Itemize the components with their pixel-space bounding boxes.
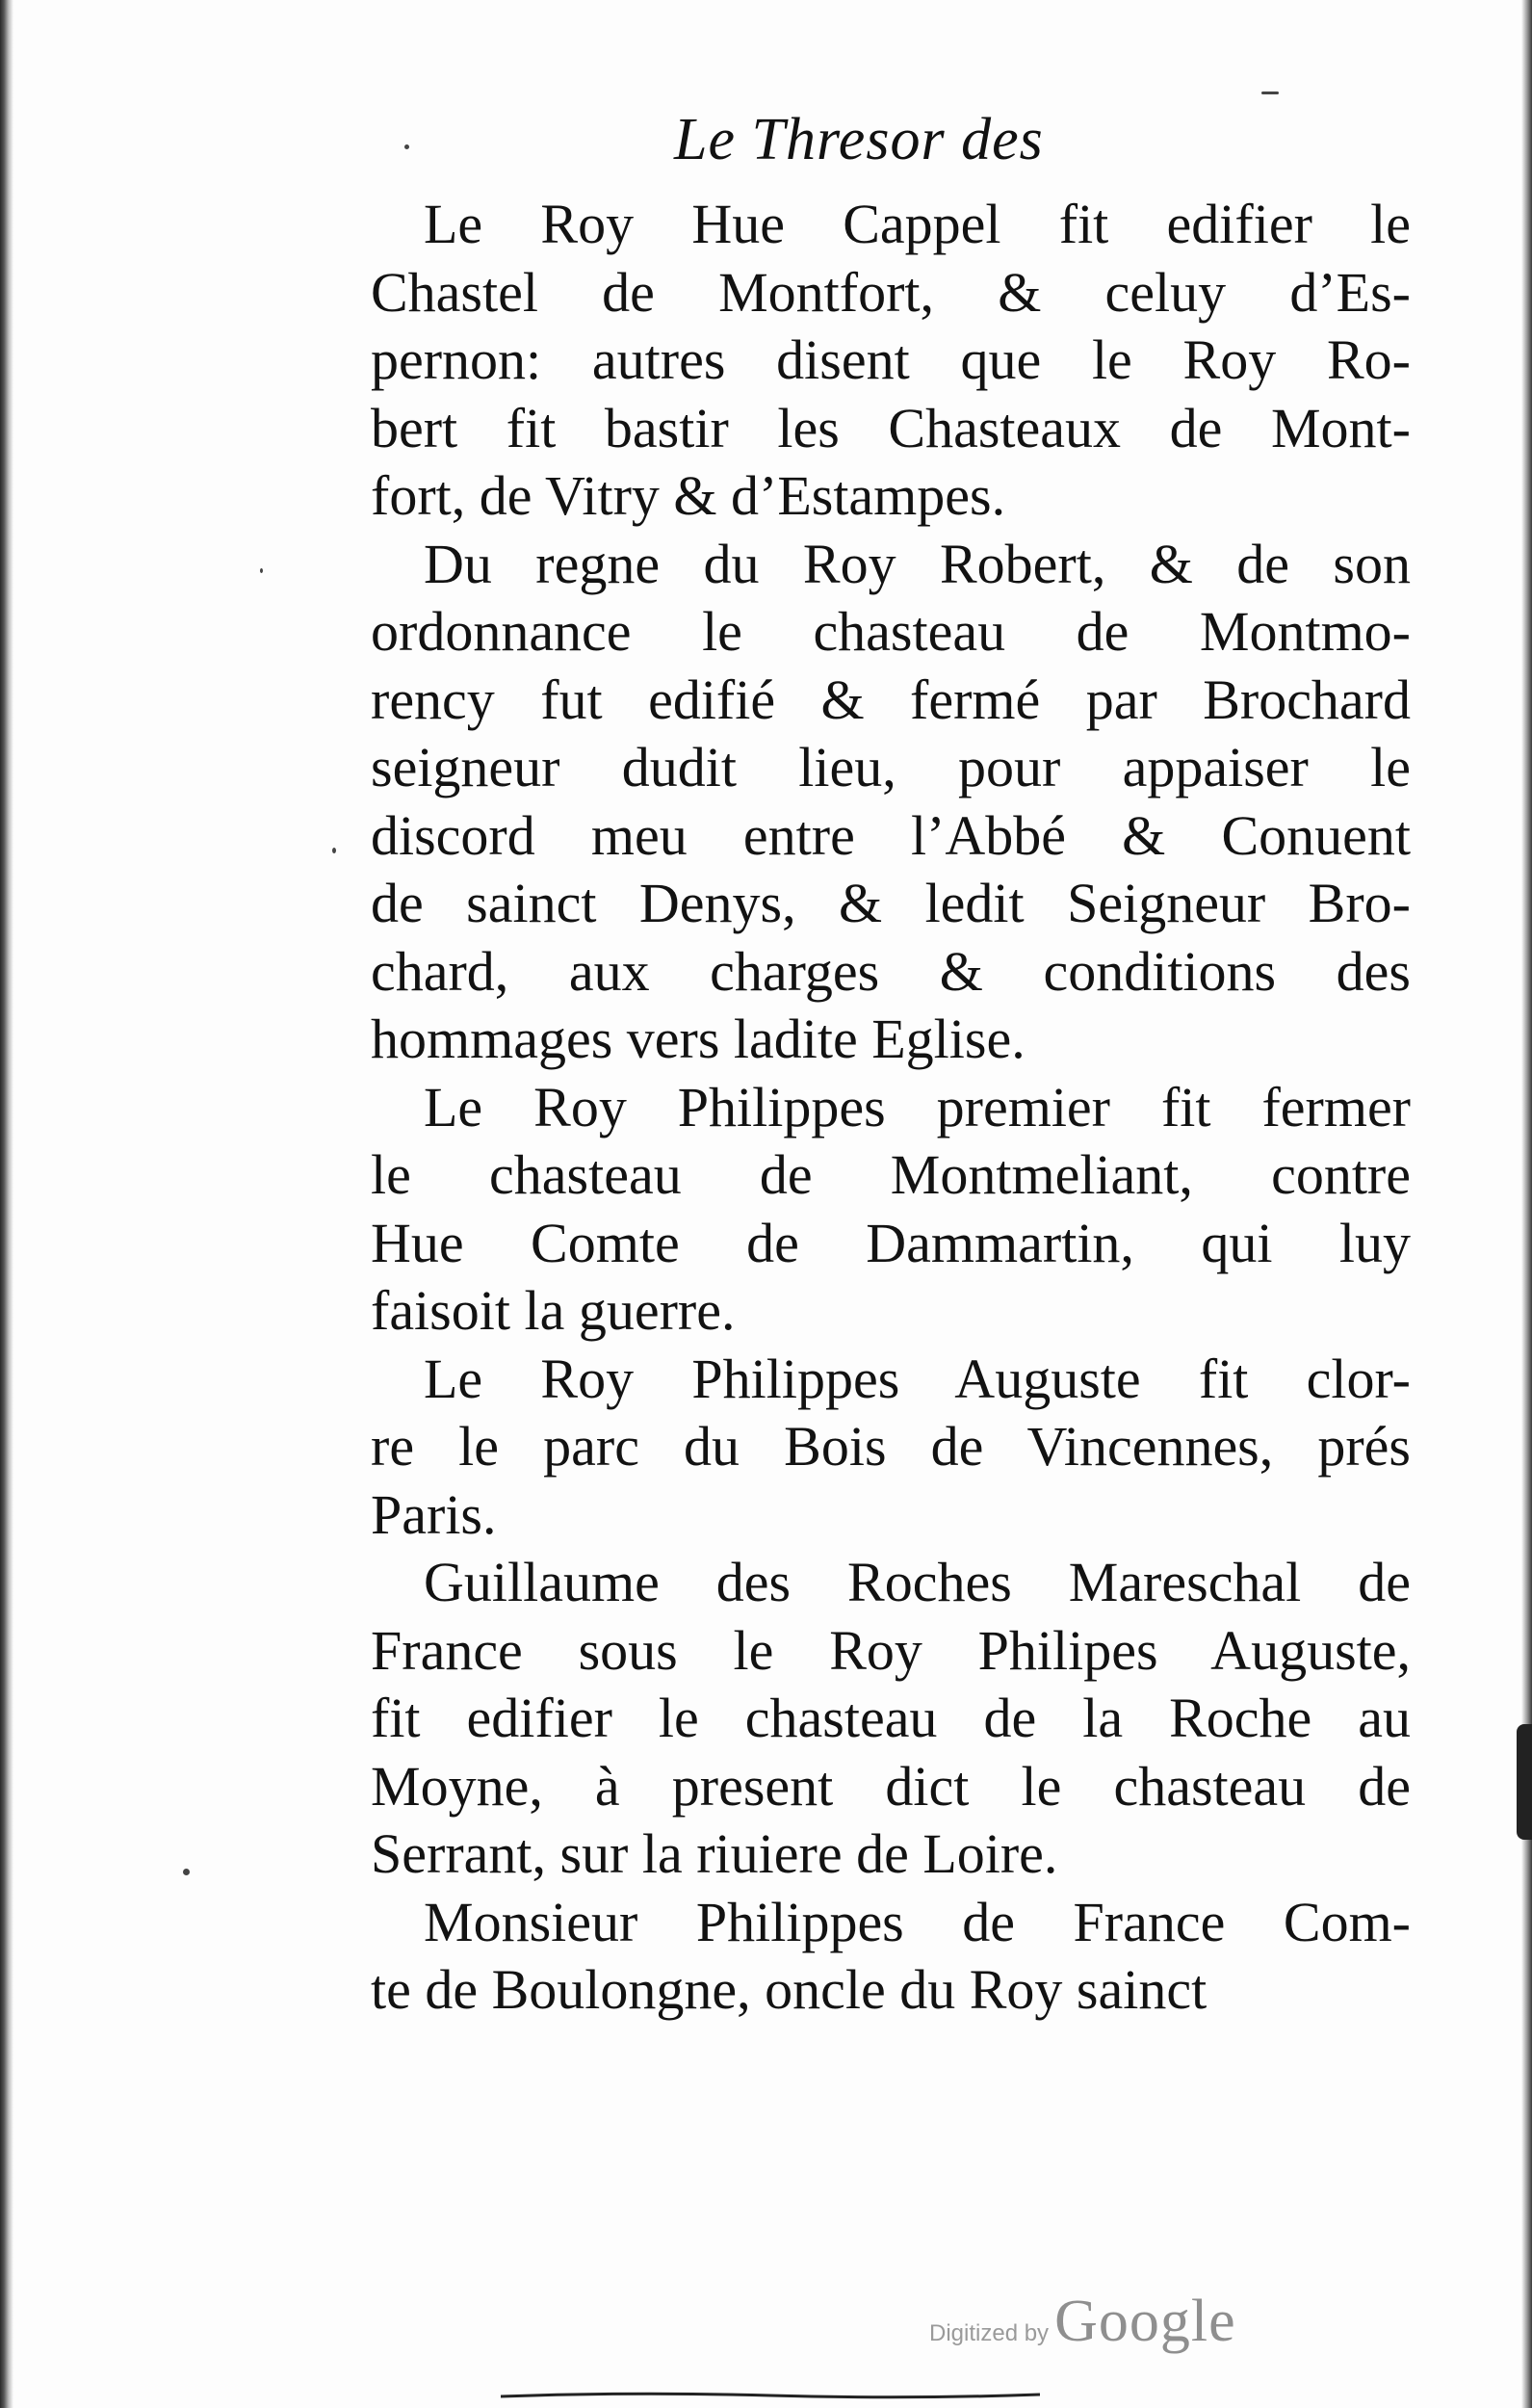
paragraph xyxy=(371,1074,1411,1346)
running-head: Le Thresor des xyxy=(674,107,1044,172)
text-line: le chasteau de Montmeliant, contre xyxy=(371,1143,1411,1206)
text-line: Moyne, à present dict le chasteau de xyxy=(371,1754,1411,1818)
paragraph xyxy=(371,191,1411,531)
ink-speck xyxy=(1261,92,1279,94)
text-line: chard, aux charges & conditions des xyxy=(371,939,1411,1003)
body-text xyxy=(371,191,1411,2025)
text-line: ordonnance le chasteau de Montmo- xyxy=(371,600,1411,663)
text-line: re le parc du Bois de Vincennes, prés xyxy=(371,1415,1411,1478)
bottom-scan-artifact xyxy=(501,2391,1040,2400)
text-line: rency fut edifié & fermé par Brochard xyxy=(371,667,1411,731)
text-line: de sainct Denys, & ledit Seigneur Bro- xyxy=(371,872,1411,934)
text-line: bert fit bastir les Chasteaux de Mont- xyxy=(371,396,1411,459)
text-line: Monsieur Philippes de France Com- xyxy=(424,1890,1411,1953)
text-line: Le Roy Philippes premier fit fermer xyxy=(424,1075,1411,1139)
page-right-edge xyxy=(1521,0,1532,2408)
digitized-by-google-watermark xyxy=(929,2288,1236,2354)
text-line: Chastel de Montfort, & celuy d’Es- xyxy=(371,260,1411,324)
text-line: Du regne du Roy Robert, & de son xyxy=(424,532,1411,595)
text-line: Le Roy Philippes Auguste fit clor- xyxy=(424,1347,1411,1410)
text-line: fit edifier le chasteau de la Roche au xyxy=(371,1687,1411,1749)
ink-speck xyxy=(404,144,409,149)
text-line: faisoit la guerre. xyxy=(371,1279,736,1342)
page-right-edge-mark xyxy=(1517,1724,1532,1840)
text-line: Hue Comte de Dammartin, qui luy xyxy=(371,1211,1411,1274)
text-line: hommages vers ladite Eglise. xyxy=(371,1008,1026,1070)
page-left-edge xyxy=(0,0,13,2408)
digitized-by-label: Digitized by xyxy=(929,2320,1050,2346)
text-line: Guillaume des Roches Mareschal de xyxy=(424,1551,1411,1613)
text-line: pernon: autres disent que le Roy Ro- xyxy=(371,328,1411,391)
paragraph xyxy=(371,1889,1411,2025)
paragraph xyxy=(371,1549,1411,1889)
text-line: discord meu entre l’Abbé & Conuent xyxy=(371,803,1411,867)
paragraph xyxy=(371,531,1411,1074)
text-line: Serrant, sur la riuiere de Loire. xyxy=(371,1822,1058,1885)
google-logo-text: Google xyxy=(1054,2289,1236,2354)
text-line: Le Roy Hue Cappel fit edifier le xyxy=(424,193,1411,255)
paragraph xyxy=(371,1346,1411,1550)
text-line: fort, de Vitry & d’Estampes. xyxy=(371,464,1006,527)
ink-speck xyxy=(260,568,263,573)
ink-speck xyxy=(332,848,336,853)
text-line: seigneur dudit lieu, pour appaiser le xyxy=(371,736,1411,798)
text-line: France sous le Roy Philipes Auguste, xyxy=(371,1618,1411,1682)
ink-speck xyxy=(183,1869,190,1875)
text-line: te de Boulongne, oncle du Roy sainct xyxy=(371,1958,1207,2021)
text-line: Paris. xyxy=(371,1482,497,1546)
